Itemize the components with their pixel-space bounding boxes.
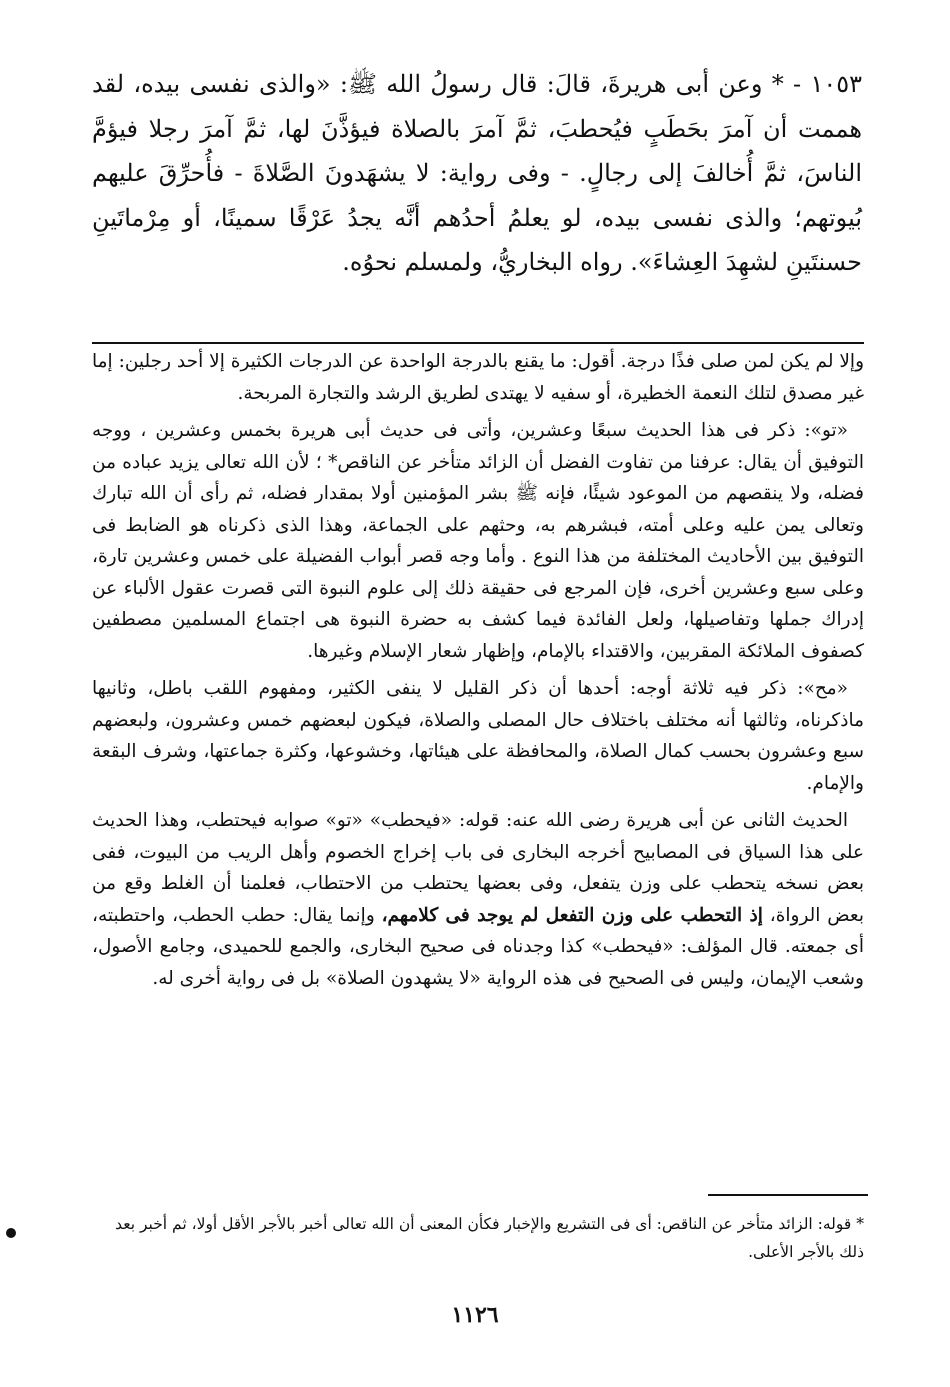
commentary-paragraph-3: «مح»: ذكر فيه ثلاثة أوجه: أحدها أن ذكر القليل لا ينفى الكثير، ومفهوم اللقب باطل، وثانيها ماذكرناه، وثالثها أنه مختلف باختلاف حال المصلى والصلاة، فيكون لبعضهم خمس وعشرون، ولبعضهم سبع وعشرون بحسب كمال الصلاة، والمحافظة على هيئاتها، وخشوعها، وكثرة جماعتها، وشرف البقعة والإمام. bbox=[92, 678, 864, 794]
commentary-paragraph-4 bbox=[92, 805, 864, 994]
commentary-block bbox=[92, 346, 864, 1000]
commentary-paragraph-1: وإلا لم يكن لمن صلى فذًا درجة. أقول: ما يقنع بالدرجة الواحدة عن الدرجات الكثيرة إلا أحد رجلين: إما غير مصدق لتلك النعمة الخطيرة، أو سفيه لا يهتدى لطريق الرشد والتجارة المربحة. bbox=[92, 351, 864, 404]
commentary-paragraph-2: «تو»: ذكر فى هذا الحديث سبعًا وعشرين، وأتى فى حديث أبى هريرة بخمس وعشرين ، ووجه التوفيق أن يقال: عرفنا من تفاوت الفضل أن الزائد متأخر عن الناقص* ؛ لأن الله تعالى يزيد عباده من فضله، ولا ينقصهم من الموعود شيئًا، فإنه ﷺ بشر المؤمنين أولا بمقدار فضله، ثم رأى أن الله تبارك وتعالى يمن عليه وعلى أمته، فبشرهم به، وحثهم على الجماعة، وهذا الذى ذكرناه هو الضابط فى التوفيق بين الأحاديث المختلفة من هذا النوع . وأما وجه قصر أبواب الفضيلة على خمس وعشرين تارة، وعلى سبع وعشرين أخرى، فإن المرجع فى حقيقة ذلك إلى علوم النبوة التى قصرت عقول الألباء عن إدراك جملها وتفاصيلها، ولعل الفائدة فيما كشف به حضرة النبوة هى اجتماع المسلمين مصطفين كصفوف الملائكة المقربين، والاقتداء بالإمام، وإظهار شعار الإسلام وغيرها. bbox=[92, 420, 864, 662]
commentary-paragraph-4-end: وإنما يقال: حطب الحطب، واحتطبته، أى جمعته. قال المؤلف: «فيحطب» كذا وجدناه فى صحيح البخارى، والجمع للحميدى، وجامع الأصول، وشعب الإيمان، وليس فى الصحيح فى هذه الرواية «لا يشهدون الصلاة» بل فى رواية أخرى له. bbox=[92, 904, 864, 989]
commentary-bold-phrase: إذ التحطب على وزن التفعل لم يوجد فى كلامهم، bbox=[381, 904, 763, 926]
footnote-divider bbox=[708, 1194, 868, 1196]
hadith-number: ١٠٥٣ bbox=[810, 70, 863, 98]
hadith-text-block bbox=[92, 62, 862, 285]
margin-dot-mark bbox=[6, 1228, 16, 1238]
main-text-divider bbox=[92, 342, 864, 344]
commentary-paragraph-4-start: الحديث الثانى عن أبى هريرة رضى الله عنه: قوله: «فيحطب» «تو» صوابه فيحتطب، وهذا الحديث على هذا السياق فى المصابيح أخرجه البخارى فى باب إخراج الخصوم وأهل الريب من البيوت، ففى بعض نسخه يتحطب على وزن يتفعل، وفى بعضها يحتطب من الاحتطاب، فعلمنا أن الغلط وقع من بعض الرواة، bbox=[92, 810, 864, 926]
page-number: ١١٢٦ bbox=[451, 1302, 499, 1328]
footnote: * قوله: الزائد متأخر عن الناقص: أى فى التشريع والإخبار فكأن المعنى أن الله تعالى أخبر بالأجر الأقل أولا، ثم أخبر بعد ذلك بالأجر الأعلى. bbox=[115, 1215, 864, 1261]
hadith-body: - * وعن أبى هريرةَ، قالَ: قال رسولُ الله ﷺ: «والذى نفسى بيده، لقد هممت أن آمرَ بحَطَبٍ فيُحطبَ، ثمَّ آمرَ بالصلاة فيؤذَّنَ لها، ثمَّ آمرَ رجلا فيؤمَّ الناسَ، ثمَّ أُخالفَ إلى رجالٍ. - وفى رواية: لا يشهَدونَ الصَّلاةَ - فأُحرِّقَ عليهم بُيوتهم؛ والذى نفسى بيده، لو يعلمُ أحدُهم أنَّه يجدُ عَرْقًا سمينًا، أو مِرْماتَينِ حسنتَينِ لشهِدَ العِشاءَ». رواه البخاريُّ، ولمسلم نحوُه. bbox=[92, 70, 863, 276]
